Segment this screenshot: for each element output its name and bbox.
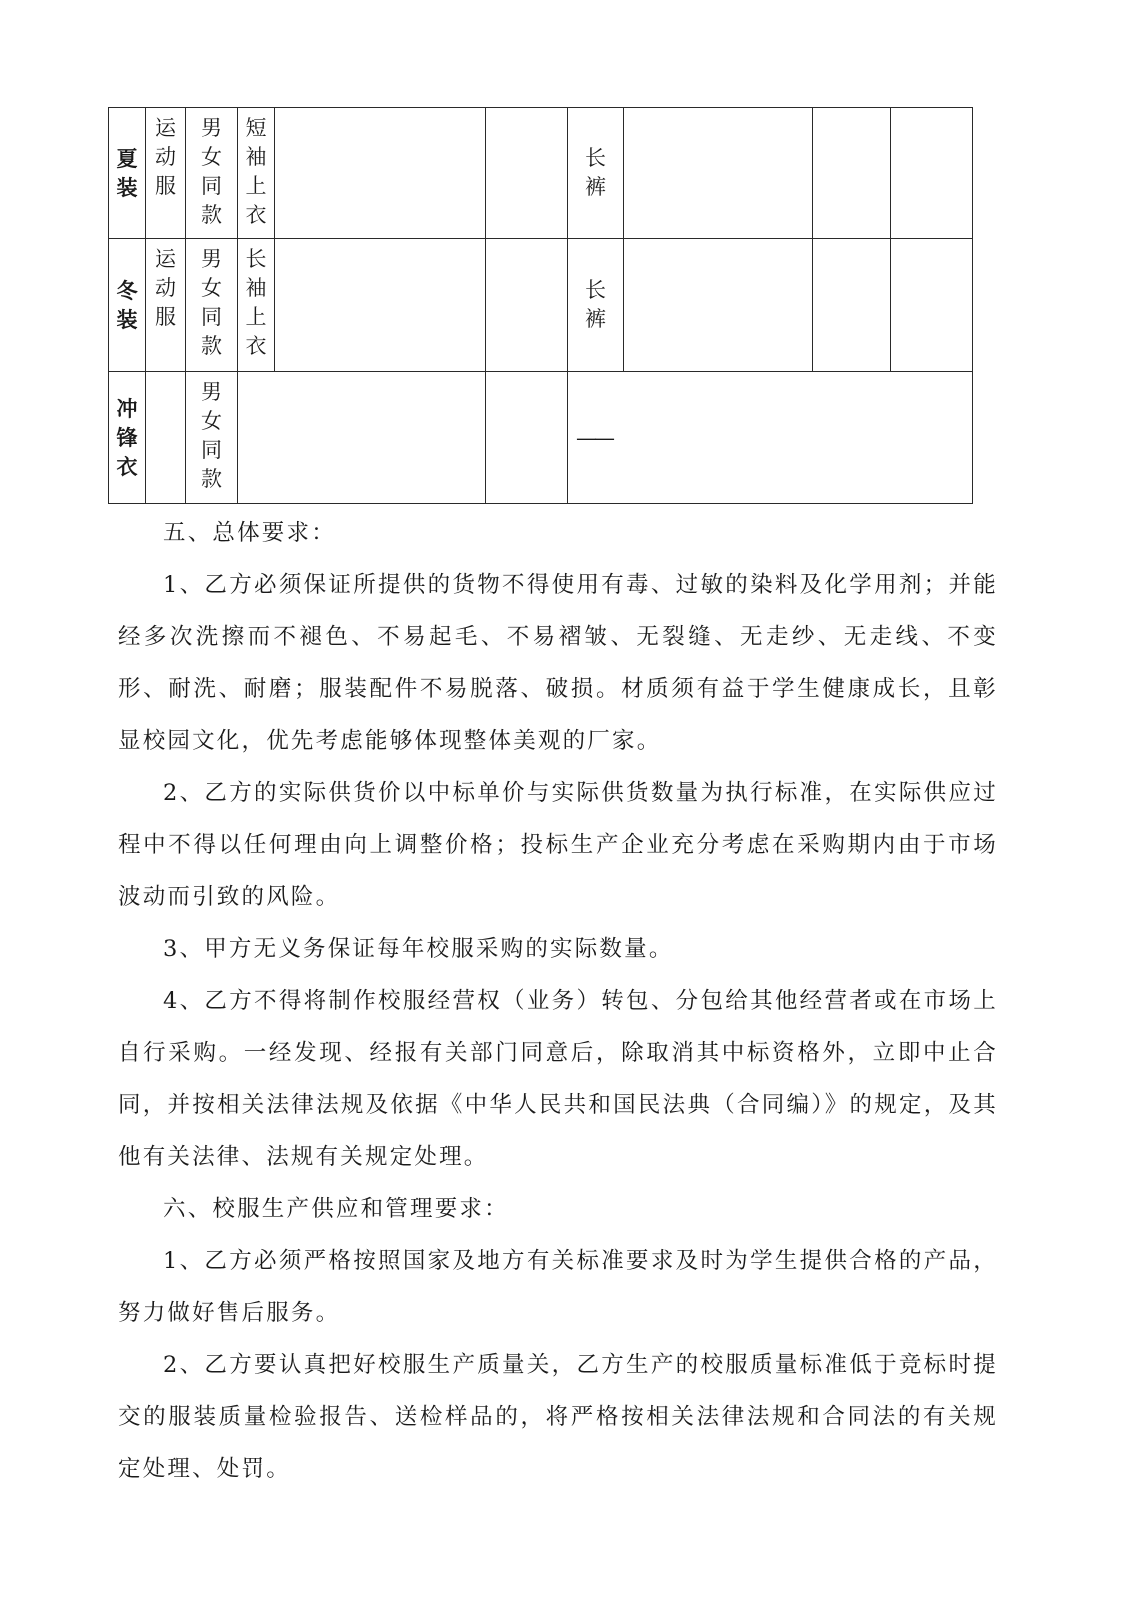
paragraph: 2、乙方要认真把好校服生产质量关，乙方生产的校服质量标准低于竞标时提交的服装质量检验报告、送检样品的，将严格按相关法律法规和合同法的有关规定处理、处罚。 [118,1352,998,1482]
empty-cell [238,372,486,504]
gender-cell: 男女同款 [186,108,238,239]
season-cell: 夏装 [109,108,146,239]
empty-cell [624,108,813,239]
table-row-jacket [109,372,973,504]
empty-cell [486,372,568,504]
bottom-item-cell: 长裤 [568,108,624,239]
gender-cell: 男女同款 [186,239,238,372]
empty-cell [813,239,891,372]
empty-cell [275,108,486,239]
paragraph: 1、乙方必须严格按照国家及地方有关标准要求及时为学生提供合格的产品，努力做好售后服务。 [118,1248,998,1326]
type-cell: 运动服 [146,108,186,239]
empty-cell [486,108,568,239]
dash-mark: —— [576,425,612,450]
gender-cell: 男女同款 [186,372,238,504]
season-cell: 冬装 [109,239,146,372]
paragraph: 2、乙方的实际供货价以中标单价与实际供货数量为执行标准，在实际供应过程中不得以任何理由向上调整价格；投标生产企业充分考虑在采购期内由于市场波动而引致的风险。 [118,780,998,910]
table-row-summer [109,108,973,239]
top-item-cell: 短袖上衣 [238,108,275,239]
empty-cell [486,239,568,372]
paragraph: 3、甲方无义务保证每年校服采购的实际数量。 [163,936,674,962]
type-cell: 运动服 [146,239,186,372]
bottom-item-cell: 长裤 [568,239,624,372]
document-body [118,507,998,1495]
empty-cell [146,372,186,504]
paragraph: 1、乙方必须保证所提供的货物不得使用有毒、过敏的染料及化学用剂；并能经多次洗擦而不褪色、不易起毛、不易褶皱、无裂缝、无走纱、无走线、不变形、耐洗、耐磨；服装配件不易脱落、破损。材质须有益于学生健康成长，且彰显校园文化，优先考虑能够体现整体美观的厂家。 [118,572,998,754]
empty-cell [891,239,973,372]
section-heading: 五、总体要求： [163,520,336,546]
empty-cell [624,239,813,372]
uniform-table [108,107,973,504]
top-item-cell: 长袖上衣 [238,239,275,372]
section-heading: 六、校服生产供应和管理要求： [163,1196,509,1222]
table-row-winter [109,239,973,372]
empty-cell [813,108,891,239]
empty-cell [891,108,973,239]
dash-cell [568,372,973,504]
season-cell: 冲锋衣 [109,372,146,504]
empty-cell [275,239,486,372]
paragraph: 4、乙方不得将制作校服经营权（业务）转包、分包给其他经营者或在市场上自行采购。一经发现、经报有关部门同意后，除取消其中标资格外，立即中止合同，并按相关法律法规及依据《中华人民共和国民法典（合同编）》的规定，及其他有关法律、法规有关规定处理。 [118,988,998,1170]
uniform-table-container [108,107,973,504]
